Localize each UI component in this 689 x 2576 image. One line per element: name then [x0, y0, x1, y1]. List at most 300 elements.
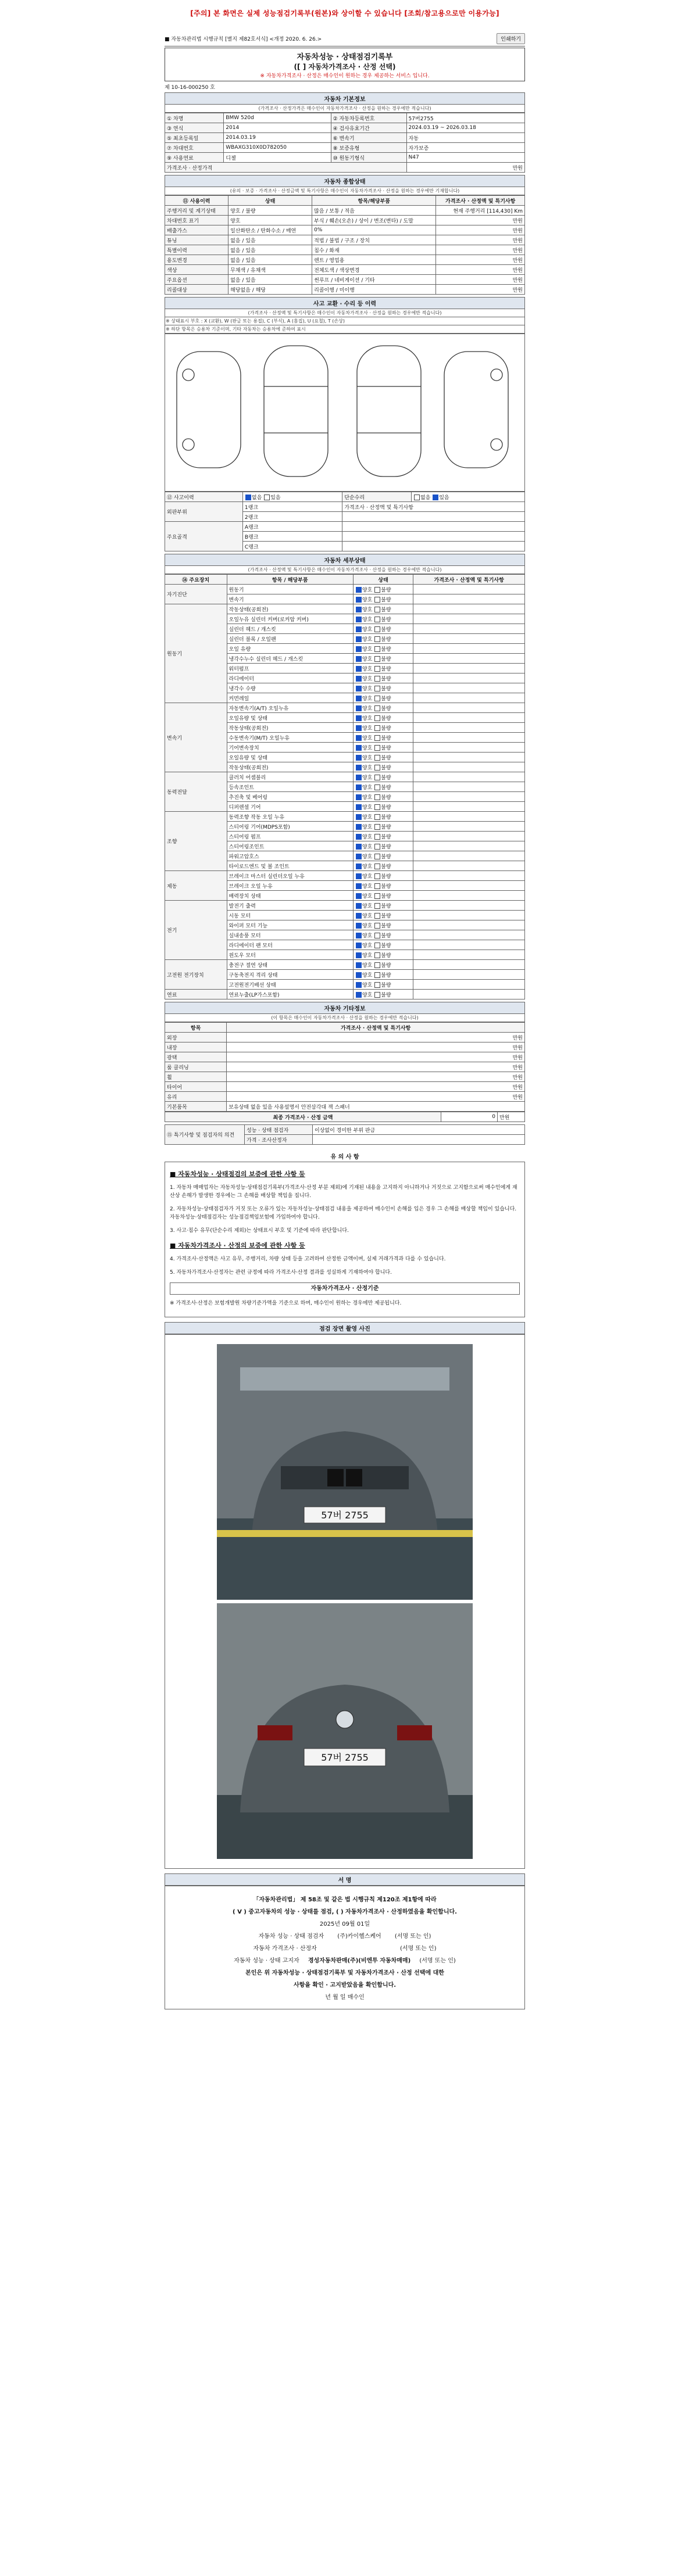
detail-price: [413, 920, 525, 930]
notes-p5: 5. 자동차가격조사·산정자는 관련 규정에 따라 가격조사·산정 결과를 성실하게 기재하여야 합니다.: [170, 1269, 392, 1276]
car-top-front: [264, 346, 328, 476]
detail-item: 브레이크 오일 누유: [227, 881, 353, 891]
detail-item: 실린더 블록 / 오일팬: [227, 634, 353, 644]
notes-p3: 3. 사고·침수 유무(단순수리 제외)는 상태표시 부호 및 기준에 따라 판단합니다.: [170, 1227, 349, 1234]
other-row: [165, 1072, 525, 1082]
detail-status[interactable]: 양호 불량: [353, 960, 413, 970]
basic-info-row: [165, 143, 525, 153]
overall-label: 주요옵션: [165, 275, 229, 285]
basic-info-row: [165, 113, 525, 123]
basic-label: ⑥ 변속기: [331, 133, 406, 143]
rankB-label: B랭크: [242, 532, 342, 542]
overall-column-header: 상태: [229, 196, 312, 206]
rank2-label: 2랭크: [242, 512, 342, 522]
notes-p1: 1. 자동차 매매업자는 자동차성능·상태점검기록부(가격조사·산정 부분 제외)에 기재된 내용을 고지하지 아니하거나 거짓으로 고지함으로써 매수인에게 재산상 손해가 발생한 경우에는 그 손해를 배상할 책임을 집니다.: [170, 1185, 517, 1199]
basic-label: ④ 검사유효기간: [331, 123, 406, 133]
detail-item: 수동변속기(M/T) 오일누유: [227, 733, 353, 743]
detail-item: 커먼레일: [227, 693, 353, 703]
detail-item: 디퍼렌셜 기어: [227, 802, 353, 812]
detail-price: [413, 762, 525, 772]
basic-info-table: [165, 113, 525, 173]
other-label: 룸 클리닝: [165, 1062, 227, 1072]
basic-value: 디젤: [224, 153, 331, 163]
other-price: 만원: [227, 1033, 525, 1042]
basic-value: N47: [406, 153, 524, 163]
sign-footer-1: 본인은 위 자동차성능 · 상태점검기록부 및 자동차가격조사 · 산정 선택에 대한: [245, 1970, 444, 1977]
basic-info-row: [165, 123, 525, 133]
detail-price: [413, 911, 525, 920]
detail-item: 등속조인트: [227, 782, 353, 792]
basic-info-header: 자동차 기본정보: [165, 92, 525, 105]
detail-item: 작동상태(공회전): [227, 604, 353, 614]
detail-item: 작동상태(공회전): [227, 762, 353, 772]
overall-sub: (유의 · 보증 · 가격조사 · 산정금액 및 특기사항은 매수인이 자동차가격조사 · 산정을 원하는 경우에만 기재합니다): [165, 187, 525, 195]
pricer-label: 가격 · 조사산정자: [245, 1135, 313, 1145]
detail-row: [165, 901, 525, 911]
detail-group-label: 연료: [165, 990, 227, 999]
detail-status[interactable]: 양호 불량: [353, 594, 413, 604]
detail-item: 브레이크 마스터 실린더오일 누유: [227, 871, 353, 881]
detail-price: [413, 664, 525, 673]
overall-price: 현재 주행거리 [114,430] Km: [436, 206, 525, 216]
accident-sub: (가격조사 · 산정액 및 특기사항은 매수인이 자동차가격조사 · 산정을 원하는 경우에만 적습니다): [165, 309, 525, 317]
detail-status[interactable]: 양호 불량: [353, 871, 413, 881]
detail-status[interactable]: 양호 불량: [353, 891, 413, 901]
detail-price: [413, 604, 525, 614]
detail-item: 와이퍼 모터 기능: [227, 920, 353, 930]
basic-label: ② 자동차등록번호: [331, 113, 406, 123]
detail-item: 시동 모터: [227, 911, 353, 920]
detail-price: [413, 891, 525, 901]
seller-sign-value: 경성자동차판매(주)(비엔투 자동차매매): [308, 1958, 411, 1965]
law-reference: ■ 자동차관리법 시행규칙 [별지 제82호서식] <개정 2020. 6. 26.>: [165, 37, 322, 42]
detail-price: [413, 841, 525, 851]
detail-status[interactable]: 양호 불량: [353, 950, 413, 960]
price-total-label: 최종 가격조사 · 산정 금액: [165, 1112, 441, 1122]
detail-row: [165, 703, 525, 713]
detail-status[interactable]: 양호 불량: [353, 832, 413, 841]
overall-status: 양호 / 불량: [229, 206, 312, 216]
overall-items: 많음 / 보통 / 적음: [312, 206, 436, 216]
detail-status[interactable]: 양호 불량: [353, 930, 413, 940]
detail-item: 냉각수 수량: [227, 683, 353, 693]
overall-items: 전체도색 / 색상변경: [312, 265, 436, 275]
basic-value: 자가보증: [406, 143, 524, 153]
overall-label: 튜닝: [165, 235, 229, 245]
detail-status[interactable]: 양호 불량: [353, 980, 413, 990]
car-damage-diagram: [165, 334, 525, 492]
basic-price-unit: 만원: [406, 163, 524, 173]
buyer-sign: 년 월 일 매수인: [325, 1994, 365, 2001]
overall-status: 무채색 / 유채색: [229, 265, 312, 275]
detail-status[interactable]: 양호 불량: [353, 782, 413, 792]
detail-item: 윈도우 모터: [227, 950, 353, 960]
detail-header: 자동차 세부상태: [165, 554, 525, 566]
overall-row: [165, 206, 525, 216]
pricer-sign-label: 자동차 가격조사 · 산정자: [253, 1946, 317, 1952]
detail-price: [413, 723, 525, 733]
car-photo-rear: [217, 1603, 473, 1859]
detail-column-header: ⑭ 주요장치: [165, 575, 227, 585]
seller-sign-stamp: (서명 또는 인): [419, 1958, 456, 1965]
detail-item: 스티어링조인트: [227, 841, 353, 851]
detail-status[interactable]: 양호 불량: [353, 812, 413, 822]
plate-number-front: 57버 2755: [321, 1510, 369, 1521]
sign-date: 2025년 09월 01일: [319, 1921, 370, 1928]
other-price: 만원: [227, 1052, 525, 1062]
detail-status[interactable]: 양호 불량: [353, 614, 413, 624]
accident-history-label: ⑫ 사고이력: [165, 492, 243, 502]
basic-price-row: [165, 163, 525, 173]
other-label: 타이어: [165, 1082, 227, 1092]
overall-price: 만원: [436, 216, 525, 225]
rankC-label: C랭크: [242, 542, 342, 551]
other-row: [165, 1033, 525, 1042]
photo-section: [165, 1334, 525, 1869]
accident-legend: ※ 상태표시 부호 : X (교환), W (판금 또는 용접), C (부식), A (흠집), U (요철), T (손상): [165, 317, 525, 325]
overall-label: 특별이력: [165, 245, 229, 255]
overall-price: 만원: [436, 275, 525, 285]
detail-status[interactable]: 양호 불량: [353, 901, 413, 911]
notes-p6: ※ 가격조사·산정은 보험개발원 차량기준가액을 기준으로 하며, 매수인이 원하는 경우에만 제공됩니다.: [170, 1300, 402, 1307]
overall-price: 만원: [436, 225, 525, 235]
basic-info-row: [165, 133, 525, 143]
pricer-sign-stamp: (서명 또는 인): [400, 1946, 437, 1952]
detail-status[interactable]: 양호 불량: [353, 585, 413, 594]
detail-item: 원동기: [227, 585, 353, 594]
price-total-value: 0: [441, 1112, 498, 1122]
overall-row: [165, 225, 525, 235]
inspector-opinion: 이상없이 경미한 부위 판금: [313, 1125, 525, 1135]
overall-items: 침수 / 화재: [312, 245, 436, 255]
detail-price: [413, 782, 525, 792]
overall-row: [165, 275, 525, 285]
inspector-sign-stamp: (서명 또는 인): [394, 1933, 431, 1940]
detail-item: 기어변속장치: [227, 743, 353, 753]
inspector-sign-value: (주)카이헬스케어: [337, 1933, 381, 1940]
overall-column-header: ⑪ 사용이력: [165, 196, 229, 206]
detail-price: [413, 614, 525, 624]
detail-item: 타이로드엔드 및 볼 조인트: [227, 861, 353, 871]
detail-item: 워터펌프: [227, 664, 353, 673]
detail-status[interactable]: 양호 불량: [353, 822, 413, 832]
overall-label: 리콜대상: [165, 285, 229, 295]
detail-price: [413, 683, 525, 693]
detail-status[interactable]: 양호 불량: [353, 753, 413, 762]
basic-items-detail: 보유상태 없음 있음 사용설명서 안전삼각대 잭 스패너: [227, 1102, 525, 1112]
notes-heading-1: ■ 자동차성능 · 상태점검의 보증에 관한 사항 등: [170, 1170, 305, 1178]
detail-price: [413, 950, 525, 960]
basic-price-label: 가격조사 · 산정가격: [165, 163, 407, 173]
detail-row: [165, 585, 525, 594]
other-row: [165, 1092, 525, 1102]
basic-value: 자동: [406, 133, 524, 143]
detail-price: [413, 634, 525, 644]
detail-price: [413, 960, 525, 970]
detail-item: 충전구 절연 상태: [227, 960, 353, 970]
detail-status[interactable]: 양호 불량: [353, 723, 413, 733]
other-label: 유리: [165, 1092, 227, 1102]
detail-status[interactable]: 양호 불량: [353, 713, 413, 723]
accident-none-checkbox[interactable]: 없음 있음: [242, 492, 342, 502]
detail-item: 변속기: [227, 594, 353, 604]
overall-column-header: 항목/해당부품: [312, 196, 436, 206]
detail-group-label: 동력전달: [165, 772, 227, 812]
detail-status[interactable]: 양호 불량: [353, 990, 413, 999]
detail-status[interactable]: 양호 불량: [353, 940, 413, 950]
overall-items: 리콜이행 / 미이행: [312, 285, 436, 295]
detail-price: [413, 713, 525, 723]
detail-status[interactable]: 양호 불량: [353, 772, 413, 782]
detail-price: [413, 980, 525, 990]
overall-status: 일산화탄소 / 탄화수소 / 매연: [229, 225, 312, 235]
basic-value: 57버2755: [406, 113, 524, 123]
accident-table: [165, 492, 525, 551]
overall-price: 만원: [436, 245, 525, 255]
detail-status[interactable]: 양호 불량: [353, 604, 413, 614]
overall-status: 없음 / 있음: [229, 275, 312, 285]
overall-status: 없음 / 있음: [229, 255, 312, 265]
car-front-photo-svg: [217, 1344, 473, 1600]
detail-price: [413, 970, 525, 980]
detail-price: [413, 792, 525, 802]
basic-label: ⑨ 사용연료: [165, 153, 224, 163]
overall-row: [165, 216, 525, 225]
overall-items: 렌트 / 영업용: [312, 255, 436, 265]
other-price: 만원: [227, 1042, 525, 1052]
detail-group-label: 조향: [165, 812, 227, 871]
detail-status[interactable]: 양호 불량: [353, 683, 413, 693]
detail-item: 라디에이터 팬 모터: [227, 940, 353, 950]
detail-price: [413, 901, 525, 911]
detail-item: 스티어링 기어(MDPS포함): [227, 822, 353, 832]
detail-item: 실린더 헤드 / 개스킷: [227, 624, 353, 634]
detail-price: [413, 832, 525, 841]
overall-label: 배출가스: [165, 225, 229, 235]
detail-item: 구동축전지 격리 상태: [227, 970, 353, 980]
sign-inspector-row: [165, 1931, 524, 1940]
overall-header: 자동차 종합상태: [165, 175, 525, 187]
overall-row: [165, 235, 525, 245]
detail-price: [413, 644, 525, 654]
detail-price: [413, 624, 525, 634]
detail-price: [413, 753, 525, 762]
basic-value: 2024.03.19 ~ 2026.03.18: [406, 123, 524, 133]
detail-row: [165, 812, 525, 822]
sign-section: [165, 1886, 525, 2009]
basic-items-row: [165, 1102, 525, 1112]
detail-item: 발전기 출력: [227, 901, 353, 911]
other-row: [165, 1062, 525, 1072]
detail-status[interactable]: 양호 불량: [353, 802, 413, 812]
detail-status[interactable]: 양호 불량: [353, 664, 413, 673]
rankA-label: A랭크: [242, 522, 342, 532]
sign-line-2: ( V ) 중고자동차의 성능 · 상태를 점검, ( ) 자동차가격조사 · 산정하였음을 확인합니다.: [233, 1909, 457, 1916]
overall-status: 해당없음 / 해당: [229, 285, 312, 295]
detail-price: [413, 733, 525, 743]
other-row: [165, 1082, 525, 1092]
detail-price: [413, 881, 525, 891]
inspector-sign-label: 자동차 성능 · 상태 점검자: [258, 1933, 324, 1940]
detail-status[interactable]: 양호 불량: [353, 693, 413, 703]
detail-status[interactable]: 양호 불량: [353, 743, 413, 753]
overall-price: 만원: [436, 255, 525, 265]
detail-price: [413, 743, 525, 753]
basic-value: BMW 520d: [224, 113, 331, 123]
overall-row: [165, 265, 525, 275]
plate-number-rear: 57버 2755: [321, 1752, 369, 1764]
detail-status[interactable]: 양호 불량: [353, 762, 413, 772]
detail-sub: (가격조사 · 산정액 및 특기사항은 매수인이 자동차가격조사 · 산정을 원하는 경우에만 적습니다): [165, 566, 525, 574]
inspector-label: 성능 · 상태 점검자: [245, 1125, 313, 1135]
other-label: 광택: [165, 1052, 227, 1062]
detail-status[interactable]: 양호 불량: [353, 792, 413, 802]
detail-group-label: 원동기: [165, 604, 227, 703]
detail-price: [413, 930, 525, 940]
detail-status[interactable]: 양호 불량: [353, 970, 413, 980]
detail-item: 스티어링 펌프: [227, 832, 353, 841]
notice-banner: [주의] 본 화면은 실제 성능점검기록부(원본)와 상이할 수 있습니다 [조회/참고용으로만 이용가능]: [190, 9, 499, 17]
overall-items: 썬루프 / 네비게이션 / 기타: [312, 275, 436, 285]
detail-item: 냉각수누수 실린더 헤드 / 개스킷: [227, 654, 353, 664]
other-price: 만원: [227, 1062, 525, 1072]
notes-sub-heading: 자동차가격조사 · 산정기준: [170, 1282, 520, 1295]
detail-column-header: 상태: [353, 575, 413, 585]
detail-row: [165, 990, 525, 999]
other-sub: (이 항목은 매수인이 자동차가격조사 · 산정을 원하는 경우에만 적습니다): [165, 1014, 525, 1022]
overall-label: 주행거리 및 계기상태: [165, 206, 229, 216]
outer-panel-label: 외판부위: [165, 502, 243, 522]
other-table: [165, 1022, 525, 1112]
notes-p2: 2. 자동차성능·상태점검자가 거짓 또는 오류가 있는 자동차성능·상태점검 내용을 제공하여 매수인이 손해를 입은 경우 그 손해를 배상할 책임이 있습니다. 자동차성능·상태점검자는 성능점검책임보험에 가입하여야 합니다.: [170, 1206, 517, 1220]
detail-item: 오일유량 및 상태: [227, 753, 353, 762]
detail-price: [413, 871, 525, 881]
detail-group-label: 제동: [165, 871, 227, 901]
detail-status[interactable]: 양호 불량: [353, 644, 413, 654]
detail-item: 오일누유 실린더 커버(로커암 커버): [227, 614, 353, 624]
detail-row: [165, 871, 525, 881]
main-frame-label: 주요골격: [165, 522, 243, 551]
notes-heading-2: ■ 자동차가격조사 · 산정의 보증에 관한 사항 등: [170, 1241, 305, 1249]
detail-price: [413, 822, 525, 832]
basic-label: ⑧ 보증유형: [331, 143, 406, 153]
detail-price: [413, 703, 525, 713]
accident-legend-2: ※ 하단 항목은 승용차 기준이며, 기타 자동차는 승용차에 준하여 표시: [165, 325, 525, 334]
detail-column-header: 항목 / 해당부품: [227, 575, 353, 585]
record-page: [165, 0, 525, 2009]
basic-info-row: [165, 153, 525, 163]
detail-item: 실내송풍 모터: [227, 930, 353, 940]
other-price: 만원: [227, 1092, 525, 1102]
photo-header: 점검 장면 촬영 사진: [165, 1322, 525, 1334]
detail-item: 동력조향 작동 오일 누유: [227, 812, 353, 822]
detail-item: 추진축 및 베어링: [227, 792, 353, 802]
detail-status[interactable]: 양호 불량: [353, 654, 413, 664]
detail-column-header: 가격조사 · 산정액 및 특기사항: [413, 575, 525, 585]
special-notes-table: [165, 1124, 525, 1145]
rank1-label: 1랭크: [242, 502, 342, 512]
pricer-opinion: [313, 1135, 525, 1145]
detail-price: [413, 772, 525, 782]
basic-label: ⑤ 최초등록일: [165, 133, 224, 143]
basic-value: 2014: [224, 123, 331, 133]
sign-line-1: 「자동차관리법」 제 58조 및 같은 법 시행규칙 제120조 제1항에 따라: [253, 1897, 437, 1904]
overall-row: [165, 285, 525, 295]
overall-label: 차대번호 표기: [165, 216, 229, 225]
car-top-rear: [357, 346, 421, 476]
notes-header: 유 의 사 항: [165, 1151, 525, 1162]
detail-row: [165, 960, 525, 970]
notes-p4: 4. 가격조사·산정액은 사고 유무, 주행거리, 차량 상태 등을 고려하여 산정한 금액이며, 실제 거래가격과 다를 수 있습니다.: [170, 1256, 446, 1262]
basic-value: WBAXG310X0D782050: [224, 143, 331, 153]
other-label: 휠: [165, 1072, 227, 1082]
page-note: ※ 자동차가격조사 · 산정은 매수인이 원하는 경우 제공하는 서비스 입니다.: [260, 73, 430, 79]
detail-status[interactable]: 양호 불량: [353, 733, 413, 743]
other-row: [165, 1052, 525, 1062]
top-bar: [165, 32, 525, 46]
sign-seller-row: [165, 1955, 524, 1964]
detail-group-label: 자기진단: [165, 585, 227, 604]
detail-status[interactable]: 양호 불량: [353, 634, 413, 644]
detail-status[interactable]: 양호 불량: [353, 881, 413, 891]
basic-items-label: 기본품목: [165, 1102, 227, 1112]
detail-item: 클러치 어셈블리: [227, 772, 353, 782]
overall-row: [165, 245, 525, 255]
price-total-table: [165, 1112, 525, 1122]
detail-status[interactable]: 양호 불량: [353, 673, 413, 683]
detail-table: [165, 574, 525, 999]
other-price: 만원: [227, 1082, 525, 1092]
document-number: 제 10-16-000250 호: [165, 85, 215, 91]
overall-label: 용도변경: [165, 255, 229, 265]
basic-label: ① 차명: [165, 113, 224, 123]
detail-status[interactable]: 양호 불량: [353, 624, 413, 634]
detail-group-label: 전기: [165, 901, 227, 960]
accident-header: 사고 교환 · 수리 등 이력: [165, 297, 525, 309]
other-label: 내장: [165, 1042, 227, 1052]
print-button[interactable]: 인쇄하기: [497, 33, 525, 44]
title-box: [165, 48, 525, 81]
price-total-unit: 만원: [498, 1112, 525, 1122]
basic-label: ⑦ 차대번호: [165, 143, 224, 153]
car-photo-front: [217, 1344, 473, 1600]
detail-row: [165, 604, 525, 614]
simple-repair-checkbox[interactable]: 없음 있음: [411, 492, 524, 502]
detail-price: [413, 594, 525, 604]
notes-body: [165, 1162, 525, 1317]
detail-status[interactable]: 양호 불량: [353, 861, 413, 871]
basic-label: ⑩ 원동기형식: [331, 153, 406, 163]
detail-item: 라디에이터: [227, 673, 353, 683]
detail-status[interactable]: 양호 불량: [353, 841, 413, 851]
simple-repair-label: 단순수리: [342, 492, 412, 502]
detail-item: 자동변속기(A/T) 오일누유: [227, 703, 353, 713]
detail-status[interactable]: 양호 불량: [353, 920, 413, 930]
detail-row: [165, 772, 525, 782]
overall-items: 적법 / 불법 / 구조 / 장치: [312, 235, 436, 245]
detail-price: [413, 940, 525, 950]
overall-price: 만원: [436, 285, 525, 295]
page-subtitle: ([ ] 자동차가격조사 · 산정 선택): [294, 63, 396, 71]
detail-status[interactable]: 양호 불량: [353, 851, 413, 861]
detail-status[interactable]: 양호 불량: [353, 911, 413, 920]
rank1-price: 가격조사 · 산정액 및 특기사항: [342, 502, 525, 512]
overall-row: [165, 255, 525, 265]
overall-status: 없음 / 있음: [229, 235, 312, 245]
overall-column-header: 가격조사 · 산정액 및 특기사항: [436, 196, 525, 206]
detail-price: [413, 812, 525, 822]
detail-status[interactable]: 양호 불량: [353, 703, 413, 713]
